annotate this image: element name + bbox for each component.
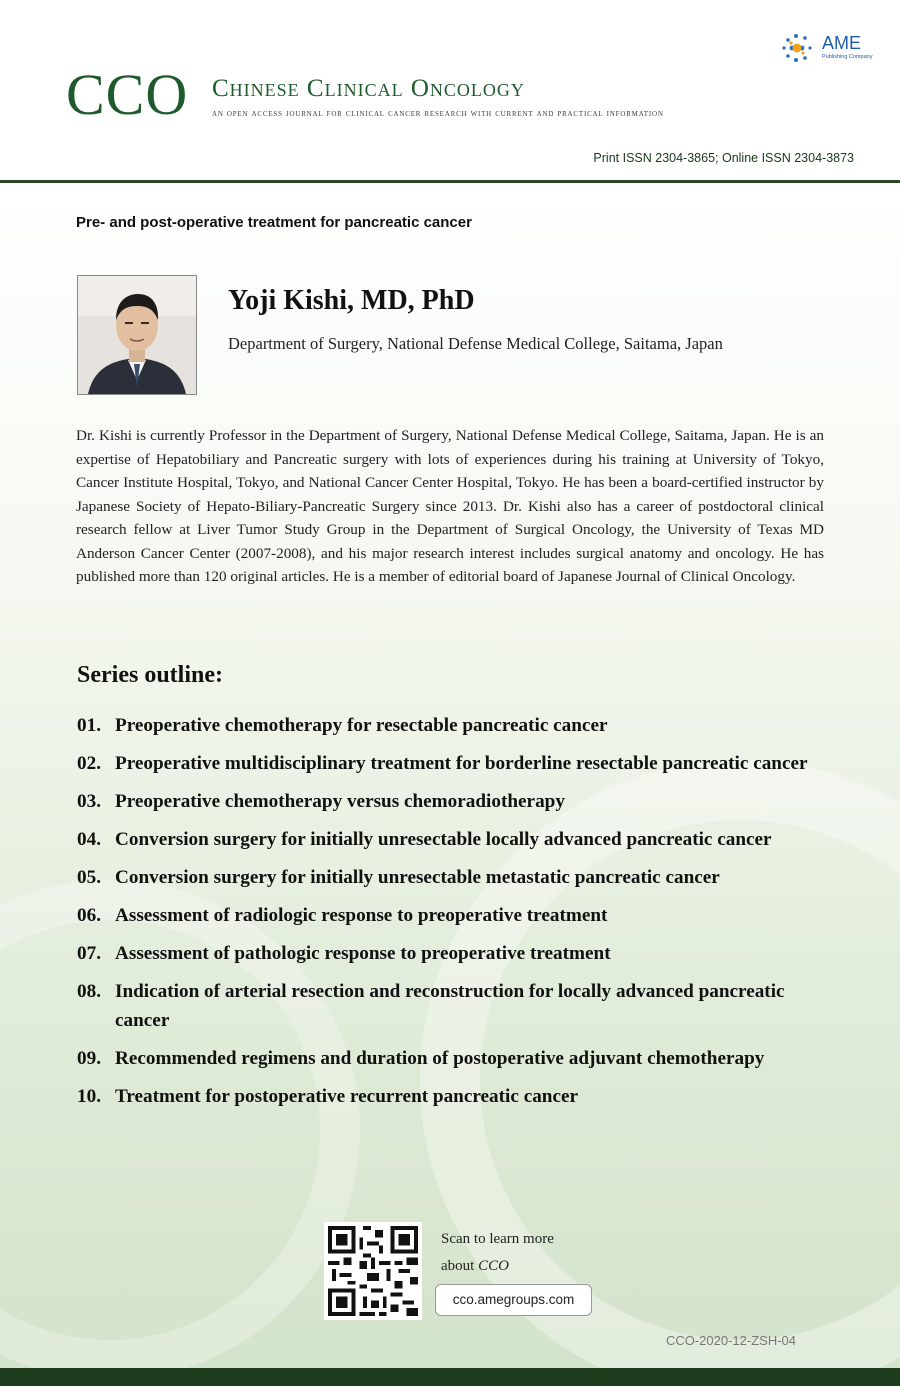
outline-item <box>77 1083 837 1112</box>
author-portrait-illustration <box>78 276 196 394</box>
author-biography: Dr. Kishi is currently Professor in the Department of Surgery, National Defense Medical College, Saitama, Japan. He is an expertise of Hepatobiliary and Pancreatic surgery with lots of experiences during his training at University of Tokyo, Cancer Institute Hospital, Tokyo, and National Cancer Center Hospital, Tokyo. He has been a board-certified instructor by Japanese Society of Hepato-Biliary-Pancreatic Surgery since 2013. Dr. Kishi also has a career of postdoctoral clinical research fellow at Liver Tumor Study Group in the Department of Surgical Oncology, the University of Texas MD Anderson Cancer Center (2007-2008), and his major research interest includes surgical anatomy and oncology. He has published more than 120 original articles. He is a member of editorial board of Japanese Journal of Clinical Oncology. <box>76 427 824 585</box>
journal-name: Chinese Clinical Oncology <box>212 75 525 102</box>
footer-bar <box>0 1368 900 1386</box>
qr-code-icon[interactable] <box>324 1222 422 1320</box>
outline-item-text: Recommended regimens and duration of postoperative adjuvant chemotherapy <box>115 1047 765 1069</box>
outline-item-number: 05. <box>77 867 101 888</box>
outline-item <box>77 1045 837 1074</box>
outline-item <box>77 712 837 741</box>
author-name: Yoji Kishi, MD, PhD <box>228 285 475 316</box>
outline-item <box>77 940 837 969</box>
outline-item <box>77 864 837 893</box>
series-title: Pre- and post-operative treatment for pancreatic cancer <box>76 214 472 231</box>
cco-logo: CCO <box>66 62 189 127</box>
outline-item-text: Assessment of pathologic response to preoperative treatment <box>115 943 611 964</box>
outline-item-text: Treatment for postoperative recurrent pancreatic cancer <box>115 1085 579 1107</box>
series-outline-heading: Series outline: <box>77 662 223 688</box>
outline-item-number: 10. <box>77 1085 101 1107</box>
outline-item <box>77 826 837 855</box>
outline-item-text: Assessment of radiologic response to preoperative treatment <box>115 905 608 926</box>
outline-item-number: 09. <box>77 1047 101 1069</box>
ame-logo-text: AME <box>822 33 862 53</box>
outline-item-text: Conversion surgery for initially unresectable metastatic pancreatic cancer <box>115 867 720 888</box>
outline-item-number: 07. <box>77 943 101 964</box>
outline-item <box>77 978 837 1035</box>
journal-tagline: an open access journal for clinical cancer research with current and practical information <box>212 109 664 119</box>
outline-item-number: 02. <box>77 753 101 774</box>
journal-url-link[interactable]: cco.amegroups.com <box>435 1284 592 1316</box>
journal-header <box>0 0 900 182</box>
outline-item <box>77 902 837 931</box>
outline-item-text: Preoperative chemotherapy for resectable pancreatic cancer <box>115 715 608 736</box>
header-divider <box>0 180 900 183</box>
outline-item-text: Conversion surgery for initially unresectable locally advanced pancreatic cancer <box>115 829 772 850</box>
outline-item-number: 04. <box>77 829 101 850</box>
ame-logo-subtext: Publishing Company <box>822 54 873 60</box>
qr-caption-line: Scan to learn more <box>441 1231 554 1247</box>
outline-item-number: 03. <box>77 791 101 812</box>
author-department: Department of Surgery, National Defense Medical College, Saitama, Japan <box>228 334 723 353</box>
issn-line: Print ISSN 2304-3865; Online ISSN 2304-3873 <box>593 151 854 165</box>
outline-item-text: Preoperative multidisciplinary treatment for borderline resectable pancreatic cancer <box>115 753 808 774</box>
outline-item-text: Indication of arterial resection and reconstruction for locally advanced pancreatic cancer <box>115 981 785 1031</box>
outline-item-number: 08. <box>77 981 101 1002</box>
outline-item-number: 01. <box>77 715 101 736</box>
outline-item-text: Preoperative chemotherapy versus chemoradiotherapy <box>115 791 565 812</box>
series-outline-list <box>77 712 837 1121</box>
qr-caption <box>441 1226 554 1280</box>
qr-caption-line <box>441 1253 554 1280</box>
document-code: CCO-2020-12-ZSH-04 <box>665 1333 796 1348</box>
outline-item <box>77 750 837 779</box>
qr-caption-prefix: about <box>441 1258 479 1274</box>
author-photo <box>77 275 197 395</box>
qr-caption-journal: CCO <box>478 1258 509 1274</box>
outline-item <box>77 788 837 817</box>
outline-item-number: 06. <box>77 905 101 926</box>
